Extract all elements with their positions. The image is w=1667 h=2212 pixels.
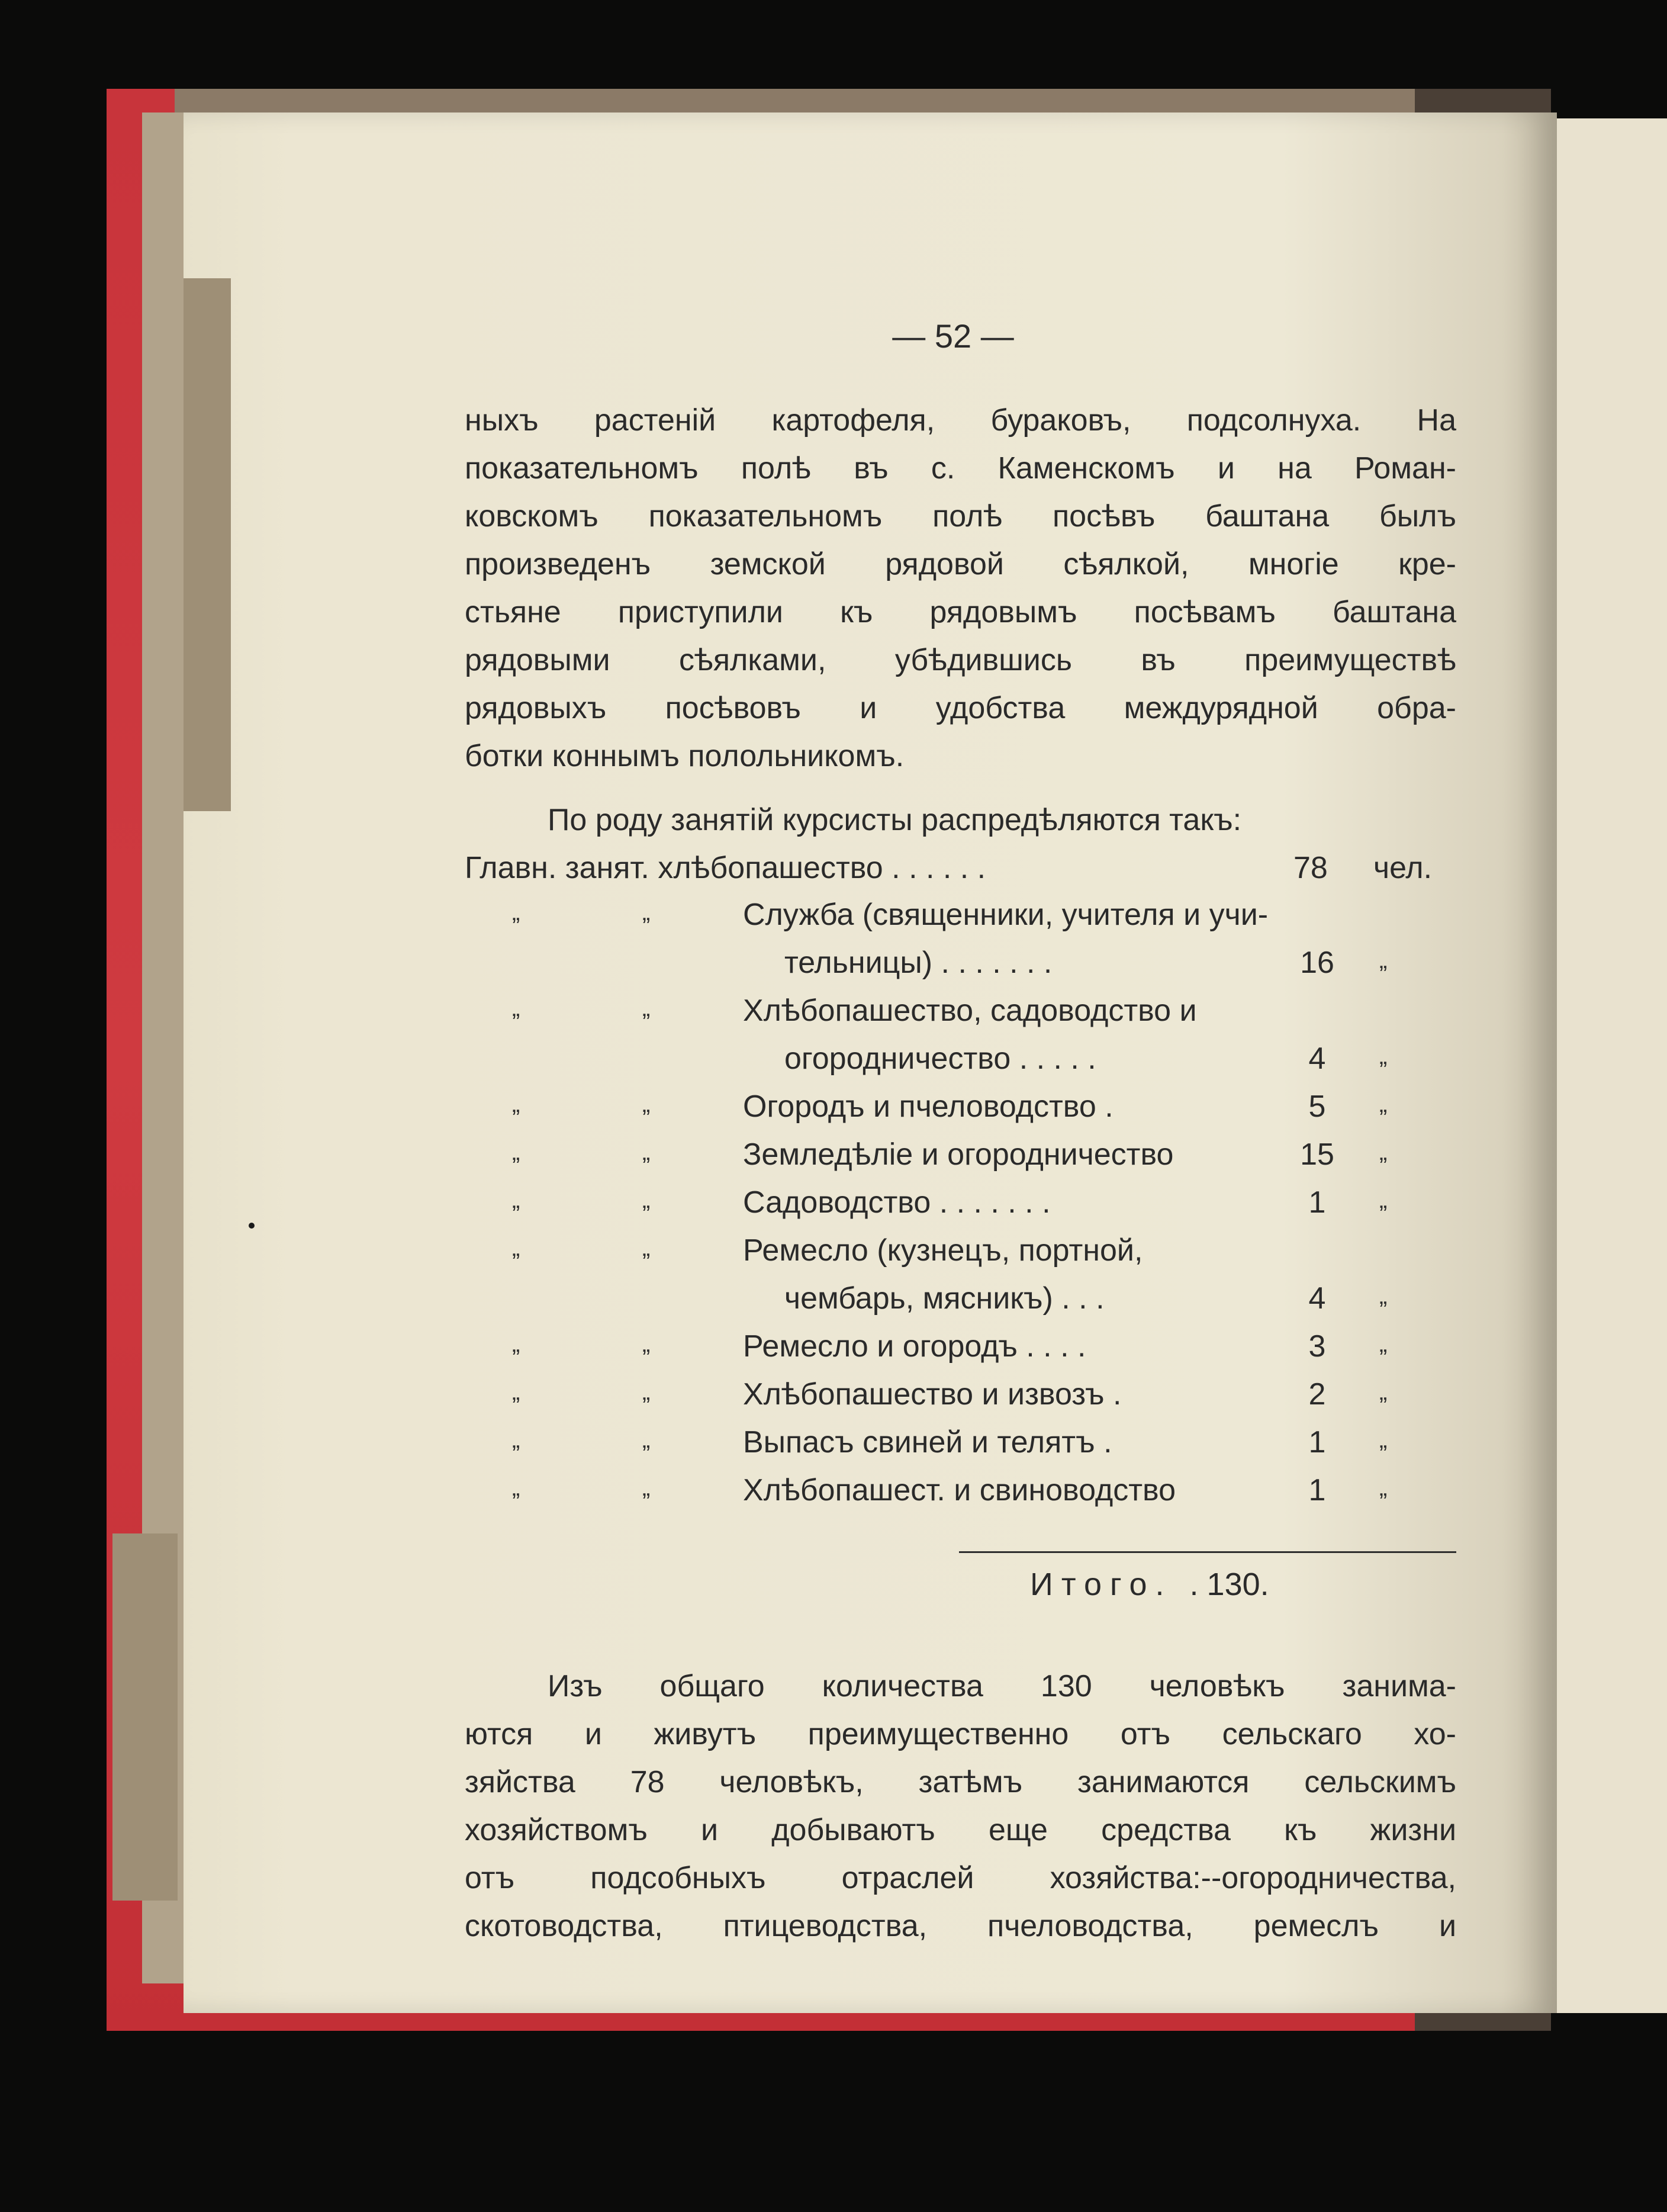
ditto-mark: „ bbox=[642, 1139, 651, 1165]
occupation-label: Земледѣліе и огородничество bbox=[743, 1137, 1174, 1172]
occupation-count: 15 bbox=[1300, 1137, 1334, 1172]
occupation-count: 2 bbox=[1308, 1377, 1326, 1412]
ditto-mark: „ bbox=[1379, 1331, 1388, 1357]
occupation-count: 16 bbox=[1300, 946, 1334, 980]
ditto-mark: „ bbox=[1379, 1187, 1388, 1213]
total-rule bbox=[959, 1551, 1456, 1553]
ditto-mark: „ bbox=[1379, 1283, 1388, 1309]
text-line: стьяне приступили къ рядовымъ посѣвамъ баштана bbox=[465, 595, 1456, 629]
total-value: 130. bbox=[1206, 1567, 1269, 1602]
occupation-row bbox=[465, 897, 1456, 945]
occupation-row bbox=[465, 1281, 1456, 1329]
total-line bbox=[1030, 1566, 1269, 1603]
paragraph-3 bbox=[465, 1663, 1456, 1950]
page-edge-tab bbox=[112, 1533, 178, 1901]
text-line: зяйства 78 человѣкъ, затѣмъ занимаются сельскимъ bbox=[465, 1765, 1456, 1799]
paragraph-2 bbox=[465, 796, 1456, 885]
text-line: рядовыми сѣялками, убѣдившись въ преимуществѣ bbox=[465, 643, 1456, 677]
occupation-label: Хлѣбопашество, садоводство и bbox=[743, 994, 1197, 1028]
occupation-label: Хлѣбопашество и извозъ . bbox=[743, 1377, 1122, 1412]
ditto-mark: „ bbox=[642, 899, 651, 925]
occupation-label: Хлѣбопашест. и свиноводство bbox=[743, 1473, 1176, 1507]
text-line: хозяйствомъ и добываютъ еще средства къ жизни bbox=[465, 1813, 1456, 1847]
occupation-label: Огородъ и пчеловодство . bbox=[743, 1089, 1114, 1124]
ditto-mark: „ bbox=[1379, 1043, 1388, 1069]
ditto-mark: „ bbox=[1379, 1091, 1388, 1117]
occupation-row bbox=[465, 1185, 1456, 1233]
occupation-label: Ремесло (кузнецъ, портной, bbox=[743, 1233, 1143, 1268]
occupation-row bbox=[465, 1472, 1456, 1520]
occupation-table bbox=[465, 897, 1456, 1520]
ditto-mark: „ bbox=[1379, 1379, 1388, 1405]
ditto-mark: „ bbox=[512, 1139, 520, 1165]
occupation-count: 3 bbox=[1308, 1329, 1326, 1364]
paragraph-1 bbox=[465, 397, 1456, 780]
intro-line: По роду занятій курсисты распредѣляются такъ: bbox=[548, 803, 1242, 837]
ditto-mark: „ bbox=[642, 1091, 651, 1117]
text-line: скотоводства, птицеводства, пчеловодства, ремеслъ и bbox=[465, 1909, 1456, 1943]
occupation-row bbox=[465, 1041, 1456, 1089]
occupation-row bbox=[465, 1089, 1456, 1137]
page-number: — 52 — bbox=[892, 317, 1014, 355]
occupation-row bbox=[465, 1137, 1456, 1185]
ditto-mark: „ bbox=[512, 995, 520, 1021]
occupation-label: чембарь, мясникъ) . . . bbox=[784, 1281, 1105, 1316]
occupation-count: 5 bbox=[1308, 1089, 1326, 1124]
ditto-mark: „ bbox=[512, 1427, 520, 1453]
occupation-row bbox=[465, 1233, 1456, 1281]
occupation-count: 4 bbox=[1308, 1041, 1326, 1076]
occupation-label: Садоводство . . . . . . . bbox=[743, 1185, 1051, 1220]
text-line: ботки коннымъ полольникомъ. bbox=[465, 739, 905, 773]
ditto-mark: „ bbox=[1379, 947, 1388, 973]
text-line: Изъ общаго количества 130 человѣкъ занима- bbox=[548, 1669, 1456, 1703]
ditto-mark: „ bbox=[642, 1187, 651, 1213]
ditto-mark: „ bbox=[642, 1379, 651, 1405]
text-line: произведенъ земской рядовой сѣялкой, многіе кре- bbox=[465, 547, 1456, 581]
occupation-label: огородничество . . . . . bbox=[784, 1041, 1096, 1076]
ditto-mark: „ bbox=[642, 1331, 651, 1357]
occupation-row bbox=[465, 1329, 1456, 1377]
facing-page bbox=[1551, 118, 1667, 2013]
main-occupation-label: Главн. занят. хлѣбопашество . . . . . . bbox=[465, 851, 986, 885]
occupation-label: тельницы) . . . . . . . bbox=[784, 946, 1053, 980]
occupation-label: Выпасъ свиней и телятъ . bbox=[743, 1425, 1112, 1459]
ditto-mark: „ bbox=[512, 1331, 520, 1357]
ditto-mark: „ bbox=[642, 1475, 651, 1501]
ditto-mark: „ bbox=[512, 1235, 520, 1261]
ditto-mark: „ bbox=[1379, 1139, 1388, 1165]
text-line: показательномъ полѣ въ с. Каменскомъ и на Роман- bbox=[465, 451, 1456, 486]
occupation-row bbox=[465, 1425, 1456, 1472]
ditto-mark: „ bbox=[1379, 1427, 1388, 1453]
occupation-label: Служба (священники, учителя и учи- bbox=[743, 898, 1269, 932]
occupation-count: 1 bbox=[1308, 1425, 1326, 1459]
ditto-mark: „ bbox=[642, 1235, 651, 1261]
occupation-row bbox=[465, 945, 1456, 993]
ditto-mark: „ bbox=[642, 995, 651, 1021]
ditto-mark: „ bbox=[512, 1091, 520, 1117]
ditto-mark: „ bbox=[512, 1187, 520, 1213]
ink-spot bbox=[249, 1223, 255, 1229]
occupation-count: 1 bbox=[1308, 1185, 1326, 1220]
ditto-mark: „ bbox=[512, 899, 520, 925]
occupation-count: 1 bbox=[1308, 1473, 1326, 1507]
text-line: рядовыхъ посѣвовъ и удобства междурядной обра- bbox=[465, 691, 1456, 725]
page-edge-tab bbox=[184, 278, 231, 811]
occupation-label: Ремесло и огородъ . . . . bbox=[743, 1329, 1086, 1364]
text-line: ются и живутъ преимущественно отъ сельскаго хо- bbox=[465, 1717, 1456, 1751]
main-occupation-unit: чел. bbox=[1373, 851, 1433, 885]
ditto-mark: „ bbox=[512, 1475, 520, 1501]
ditto-mark: „ bbox=[642, 1427, 651, 1453]
occupation-count: 4 bbox=[1308, 1281, 1326, 1316]
text-line: отъ подсобныхъ отраслей хозяйства:--огородничества, bbox=[465, 1861, 1456, 1895]
text-line: ныхъ растеній картофеля, бураковъ, подсолнуха. На bbox=[465, 403, 1456, 438]
ditto-mark: „ bbox=[1379, 1475, 1388, 1501]
total-label: Итого. . bbox=[1030, 1567, 1207, 1602]
occupation-row bbox=[465, 1377, 1456, 1425]
main-occupation-count: 78 bbox=[1293, 851, 1328, 885]
text-line: ковскомъ показательномъ полѣ посѣвъ баштана былъ bbox=[465, 499, 1456, 533]
ditto-mark: „ bbox=[512, 1379, 520, 1405]
occupation-row bbox=[465, 993, 1456, 1041]
cover-top-strip bbox=[175, 89, 1465, 112]
